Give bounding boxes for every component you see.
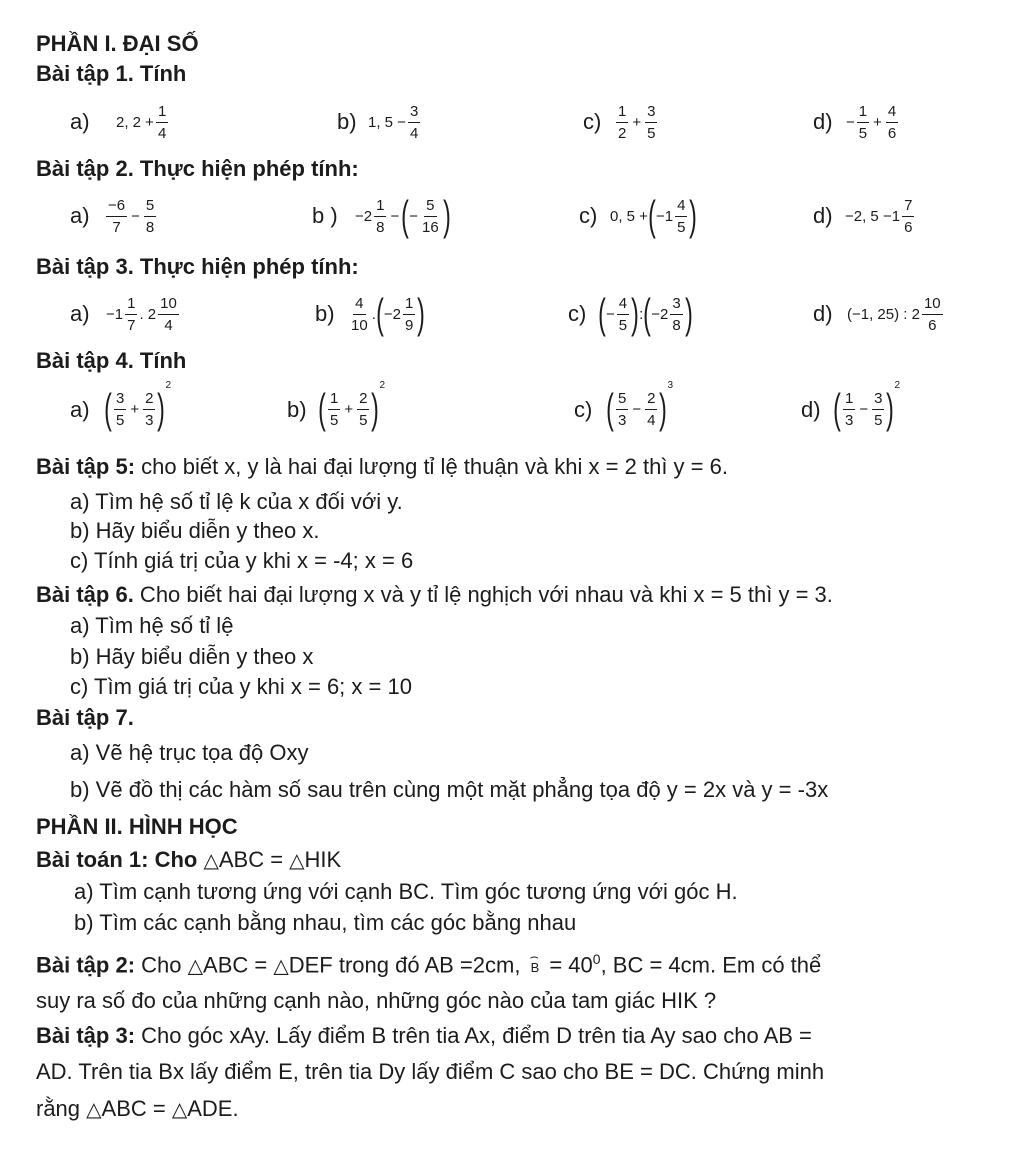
ex5-line (36, 453, 728, 481)
ex6-item-b: b) Hãy biểu diễn y theo x (70, 644, 314, 669)
ex2-label-a: a) (70, 203, 90, 228)
ex4-label-a: a) (70, 397, 90, 422)
geo2-line2: suy ra số đo của những cạnh nào, những góc nào của tam giác HIK ? (36, 988, 717, 1013)
ex1-b-frac: $\frac{3}{4}$ (409, 102, 419, 142)
ex5-item-b: b) Hãy biểu diễn y theo x. (70, 518, 320, 543)
triangle-icon: △ (86, 1099, 102, 1121)
ex2-expr-d: −2, 5 −1 7 6 (845, 196, 913, 236)
ex5-item-a: a) Tìm hệ số tỉ lệ k của x đối với y. (70, 489, 403, 514)
ex1-a-lead: 2, 2 + (116, 113, 154, 131)
angle-b: ⌢ B (531, 954, 540, 982)
geo1-title: Bài toán 1: Cho (36, 847, 204, 872)
ex3-title: Bài tập 3. Thực hiện phép tính: (36, 254, 359, 279)
ex2-label-b: b ) (312, 203, 338, 228)
ex3-expr-d: (−1, 25) : 2 10 6 (847, 294, 941, 334)
triangle-icon: △ (289, 850, 305, 872)
ex4-expr-d: ( 1 3 − $\frac{3}{5}$ ) 2 (833, 380, 901, 432)
ex5-text: cho biết x, y là hai đại lượng tỉ lệ thuận và khi x = 2 thì y = 6. (135, 454, 728, 479)
part2-heading: PHẦN II. HÌNH HỌC (36, 814, 238, 839)
ex2-label-c: c) (579, 203, 598, 228)
ex6-item-a: a) Tìm hệ số tỉ lệ (70, 613, 234, 638)
geo2-line1: Bài tập 2: Cho △ABC = △DEF trong đó AB =2cm, ⌢ $B = 40^0$, BC = 4cm. Em có thể (36, 945, 821, 982)
geo1-item-a: a) Tìm cạnh tương ứng với cạnh BC. Tìm góc tương ứng với góc H. (74, 879, 738, 904)
geo3-line1: Bài tập 3: Cho góc xAy. Lấy điểm B trên tia Ax, điểm D trên tia Ay sao cho AB = (36, 1023, 812, 1048)
triangle-icon: △ (171, 1099, 188, 1121)
ex3-label-b: b) (315, 301, 335, 326)
ex1-label-d: d) (813, 109, 833, 134)
ex1-label-a: a) (70, 109, 90, 134)
triangle-icon: △ (203, 850, 219, 872)
ex1-label-b: b) (337, 109, 357, 134)
ex2-expr-c: 0, 5 + ( −1 4 5 ) (610, 192, 698, 239)
ex6-text: Cho biết hai đại lượng x và y tỉ lệ nghịch với nhau và khi x = 5 thì y = 3. (133, 582, 833, 607)
geo2-title: Bài tập 2: (36, 952, 136, 978)
ex4-expr-c: ( 5 3 − $\frac{2}{4}$ ) 3 (606, 380, 674, 432)
ex3-label-c: c) (568, 301, 587, 326)
ex2-expr-a: −6 7 − $\frac{5}{8}$ (108, 196, 155, 236)
geo3-title: Bài tập 3: (36, 1023, 136, 1048)
ex4-expr-a: ( 3 5 + $\frac{2}{3}$ ) 2 (104, 380, 172, 432)
triangle-icon: △ (273, 955, 289, 978)
ex3-expr-a: −1 1 7 . 2 10 4 (106, 294, 177, 334)
ex6-item-c: c) Tìm giá trị của y khi x = 6; x = 10 (70, 674, 412, 699)
ex2-label-d: d) (813, 203, 833, 228)
ex1-expr-a (116, 100, 170, 144)
ex3-expr-c: ( − $\frac{4}{5}$ ) : ( −2 3 8 ) (598, 290, 693, 337)
ex1-a-frac: $\frac{1}{4}$ (157, 102, 167, 142)
ex6-line (36, 581, 833, 609)
ex4-expr-b: ( 1 5 + $\frac{2}{5}$ ) 2 (318, 380, 386, 432)
ex1-expr-c: 1 2 + $\frac{3}{5}$ (618, 102, 656, 142)
ex4-title: Bài tập 4. Tính (36, 348, 187, 373)
ex1-b-lead: 1, 5 − (368, 113, 406, 131)
ex1-expr-b (368, 100, 422, 144)
ex7-item-a: a) Vẽ hệ trục tọa độ Oxy (70, 740, 309, 765)
geo3-line3: rằng △ABC = △ADE. (36, 1096, 239, 1121)
part1-heading: PHẦN I. ĐẠI SỐ (36, 31, 199, 56)
ex7-title: Bài tập 7. (36, 705, 134, 730)
ex4-label-c: c) (574, 397, 593, 422)
ex5-item-c: c) Tính giá trị của y khi x = -4; x = 6 (70, 548, 414, 573)
ex1-title: Bài tập 1. Tính (36, 61, 187, 86)
geo3-line2: AD. Trên tia Bx lấy điểm E, trên tia Dy lấy điểm C sao cho BE = DC. Chứng minh (36, 1059, 825, 1084)
triangle-icon: △ (187, 955, 204, 978)
geo1-line: Bài toán 1: Cho △ABC = △HIK (36, 847, 342, 872)
ex3-expr-b: 4 10 . ( −2 1 9 ) (351, 290, 426, 337)
ex1-label-c: c) (583, 109, 602, 134)
ex4-label-d: d) (801, 397, 821, 422)
ex6-title: Bài tập 6. (36, 582, 134, 607)
geo1-item-b: b) Tìm các cạnh bằng nhau, tìm các góc bằng nhau (74, 910, 577, 935)
ex1-expr-d: − $\frac{1}{5}$ + $\frac{4}{6}$ (846, 102, 897, 142)
ex7-item-b: b) Vẽ đồ thị các hàm số sau trên cùng một mặt phẳng tọa độ y = 2x và y = -3x (70, 777, 829, 802)
ex3-label-a: a) (70, 301, 90, 326)
ex4-label-b: b) (287, 397, 307, 422)
ex2-title: Bài tập 2. Thực hiện phép tính: (36, 156, 359, 181)
ex3-label-d: d) (813, 301, 833, 326)
ex5-title: Bài tập 5: (36, 454, 136, 479)
ex2-expr-b: −2 1 8 − ( − $\frac{5}{16}$ ) (355, 192, 451, 239)
